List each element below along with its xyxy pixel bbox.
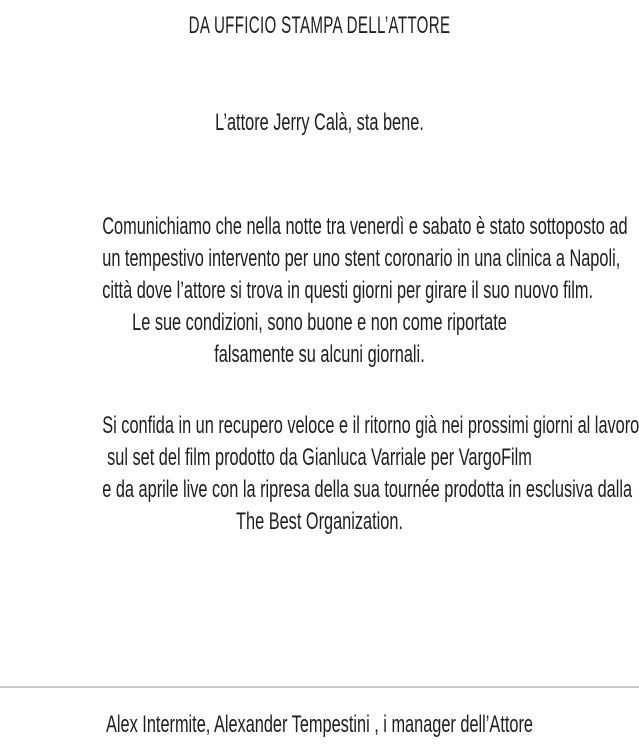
paragraph-2-line: Si confida in un recupero veloce e il ritorno già nei prossimi giorni al lavoro xyxy=(102,412,639,439)
paragraph-1-line: un tempestivo intervento per uno stent coronario in una clinica a Napoli, xyxy=(102,245,621,272)
paragraph-1-line: Le sue condizioni, sono buone e non come riportate xyxy=(132,309,507,336)
paragraph-1 xyxy=(102,211,628,371)
press-release-header: DA UFFICIO STAMPA DELL’ATTORE xyxy=(188,12,451,39)
managers-signature: Alex Intermite, Alexander Tempestini , i manager dell’Attore xyxy=(106,711,533,738)
paragraph-1-line: città dove l’attore si trova in questi giorni per girare il suo nuovo film. xyxy=(102,277,593,304)
paragraph-1-line: falsamente su alcuni giornali. xyxy=(214,341,425,368)
paragraph-1-line: Comunichiamo che nella notte tra venerdì e sabato è stato sottoposto ad xyxy=(102,213,628,240)
footer-divider xyxy=(0,686,639,688)
paragraph-2 xyxy=(102,410,639,538)
statement-line: L’attore Jerry Calà, sta bene. xyxy=(215,109,424,136)
paragraph-2-line: e da aprile live con la ripresa della sua tournée prodotta in esclusiva dalla xyxy=(102,476,633,503)
paragraph-2-line: sul set del film prodotto da Gianluca Varriale per VargoFilm xyxy=(107,444,532,471)
paragraph-2-line: The Best Organization. xyxy=(236,508,403,535)
